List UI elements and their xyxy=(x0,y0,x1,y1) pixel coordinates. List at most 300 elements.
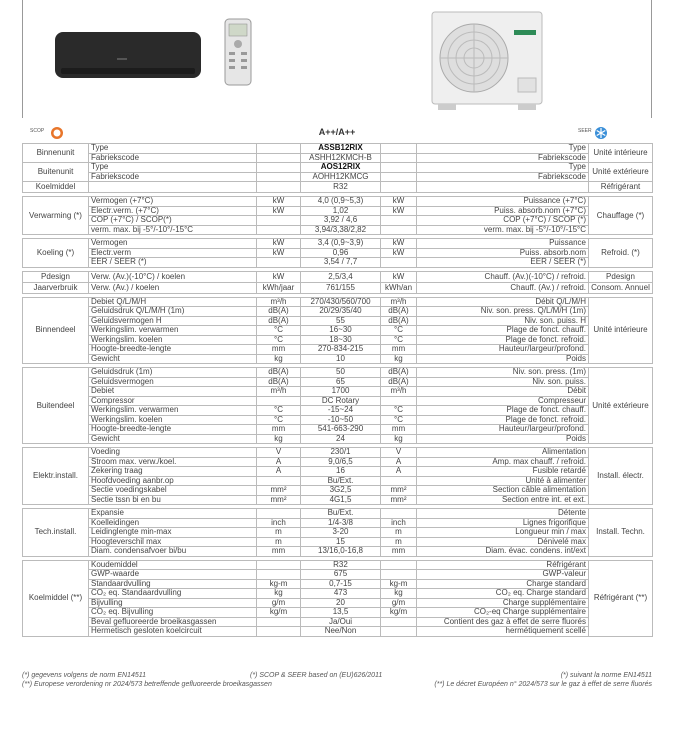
param-value: 3G2,5 xyxy=(301,486,381,496)
unit-fr: kW xyxy=(381,248,417,258)
param-value: Nee/Non xyxy=(301,627,381,637)
table-row xyxy=(23,406,653,416)
param-value: 3-20 xyxy=(301,528,381,538)
param-label-nl: Expansie xyxy=(89,509,257,519)
param-value: 270/430/560/700 xyxy=(301,297,381,307)
seer-tag: SEER xyxy=(578,128,592,134)
param-value: 3,54 / 7,7 xyxy=(301,258,381,268)
param-label-fr: Chauff. (Av.)(-10°C) / refroid. xyxy=(417,271,589,282)
group-label-fr: Unité extérieure xyxy=(589,163,653,182)
table-row xyxy=(23,589,653,599)
param-label-fr: Section câble alimentation xyxy=(417,486,589,496)
param-label-nl: Leidinglengte min-max xyxy=(89,528,257,538)
unit-fr: °C xyxy=(381,406,417,416)
param-label-nl: CO₂ eq. Bijvulling xyxy=(89,608,257,618)
unit-nl: m³/h xyxy=(257,387,301,397)
table-row xyxy=(23,326,653,336)
param-label-nl: Hoogte-breedte-lengte xyxy=(89,345,257,355)
table-row xyxy=(23,163,653,173)
table-row xyxy=(23,608,653,618)
param-label-nl: Voeding xyxy=(89,448,257,458)
unit-nl: mm xyxy=(257,345,301,355)
unit-nl: kW xyxy=(257,239,301,249)
param-label-nl: Compressor xyxy=(89,396,257,406)
remote-control-image xyxy=(223,18,253,86)
unit-nl xyxy=(257,570,301,580)
param-value: 13,5 xyxy=(301,608,381,618)
group-label-fr: Refroid. (*) xyxy=(589,239,653,268)
param-label-fr: Type xyxy=(417,144,589,154)
param-label-fr: Fabriekscode xyxy=(417,172,589,182)
unit-nl: dB(A) xyxy=(257,316,301,326)
unit-nl: A xyxy=(257,457,301,467)
param-label-nl: Hoofdvoeding aanbr.op xyxy=(89,476,257,486)
group-label-nl: Binnendeel xyxy=(23,297,89,364)
param-value: 541-663-290 xyxy=(301,425,381,435)
param-value: Ja/Oui xyxy=(301,617,381,627)
footnotes xyxy=(22,672,652,690)
param-label-nl: Vermogen (+7°C) xyxy=(89,197,257,207)
param-label-fr: Plage de fonct. refroid. xyxy=(417,335,589,345)
param-value: 13/16,0-16,8 xyxy=(301,547,381,557)
unit-nl: kW xyxy=(257,197,301,207)
unit-fr: mm² xyxy=(381,495,417,505)
param-label-nl: Koudemiddel xyxy=(89,560,257,570)
param-label-nl: Diam. condensafvoer bi/bu xyxy=(89,547,257,557)
unit-nl: kg-m xyxy=(257,579,301,589)
param-label-fr: COP (+7°C) / SCOP (*) xyxy=(417,216,589,226)
unit-fr: m³/h xyxy=(381,297,417,307)
param-label-nl: Werkingslim. koelen xyxy=(89,335,257,345)
unit-nl xyxy=(257,216,301,226)
table-row xyxy=(23,598,653,608)
unit-fr: A xyxy=(381,467,417,477)
group-label-fr: Unité extérieure xyxy=(589,368,653,444)
unit-fr xyxy=(381,570,417,580)
unit-fr xyxy=(381,216,417,226)
param-label-nl: Verw. (Av.) / koelen xyxy=(89,282,257,293)
unit-nl: g/m xyxy=(257,598,301,608)
unit-nl: V xyxy=(257,448,301,458)
unit-nl: °C xyxy=(257,326,301,336)
table-row xyxy=(23,467,653,477)
param-label-nl: Koelleidingen xyxy=(89,518,257,528)
table-row xyxy=(23,495,653,505)
param-label-nl: Standaardvulling xyxy=(89,579,257,589)
seer-snowflake-icon xyxy=(594,126,608,140)
unit-nl xyxy=(257,627,301,637)
table-row xyxy=(23,570,653,580)
unit-fr: m xyxy=(381,528,417,538)
unit-nl xyxy=(257,163,301,173)
table-row xyxy=(23,518,653,528)
table-row xyxy=(23,368,653,378)
param-label-nl: Fabriekscode xyxy=(89,153,257,163)
param-label-fr: Poids xyxy=(417,354,589,364)
group-label-nl: Jaarverbruik xyxy=(23,282,89,293)
param-label-nl: Geluidsvermogen H xyxy=(89,316,257,326)
param-label-nl: Hoogte-breedte-lengte xyxy=(89,425,257,435)
unit-nl xyxy=(257,144,301,154)
table-row xyxy=(23,476,653,486)
param-label-nl: Werkingslim. verwarmen xyxy=(89,406,257,416)
param-label-fr: Plage de fonct. chauff. xyxy=(417,406,589,416)
table-row xyxy=(23,335,653,345)
unit-nl: mm² xyxy=(257,486,301,496)
param-label-fr: Niv. son. press. (1m) xyxy=(417,368,589,378)
unit-nl: inch xyxy=(257,518,301,528)
param-label-nl: Electr.verm. (+7°C) xyxy=(89,206,257,216)
param-label-nl: Debiet Q/L/M/H xyxy=(89,297,257,307)
param-label-nl: CO₂ eq. Standaardvulling xyxy=(89,589,257,599)
unit-nl: mm xyxy=(257,425,301,435)
param-label-nl: Vermogen xyxy=(89,239,257,249)
table-row xyxy=(23,528,653,538)
param-value: ASSB12RIX xyxy=(301,144,381,154)
group-label-fr: Install. électr. xyxy=(589,448,653,505)
unit-fr xyxy=(381,560,417,570)
unit-fr xyxy=(381,627,417,637)
param-label-fr: Plage de fonct. refroid. xyxy=(417,415,589,425)
unit-fr: dB(A) xyxy=(381,368,417,378)
unit-nl: kg xyxy=(257,434,301,444)
param-label-fr: Puissance (+7°C) xyxy=(417,197,589,207)
param-label-fr: Unité à alimenter xyxy=(417,476,589,486)
param-value: 473 xyxy=(301,589,381,599)
group-label-nl: Verwarming (*) xyxy=(23,197,89,235)
param-label-fr: Fusible retardé xyxy=(417,467,589,477)
group-label-nl: Elektr.install. xyxy=(23,448,89,505)
unit-fr: °C xyxy=(381,415,417,425)
table-row xyxy=(23,354,653,364)
group-label-nl: Binnenunit xyxy=(23,144,89,163)
param-value: AOHH12KMCG xyxy=(301,172,381,182)
param-value: 761/155 xyxy=(301,282,381,293)
unit-nl: mm² xyxy=(257,495,301,505)
energy-class: A++/A++ xyxy=(318,127,356,137)
table-row xyxy=(23,415,653,425)
table-row xyxy=(23,377,653,387)
unit-fr: inch xyxy=(381,518,417,528)
group-label-fr: Réfrigérant xyxy=(589,182,653,193)
param-label-fr xyxy=(417,182,589,193)
group-label-nl: Buitendeel xyxy=(23,368,89,444)
param-label-fr: Dénivelé max xyxy=(417,537,589,547)
table-row xyxy=(23,197,653,207)
table-row xyxy=(23,225,653,235)
unit-fr: kW xyxy=(381,197,417,207)
param-label-fr: Compresseur xyxy=(417,396,589,406)
unit-fr: kg xyxy=(381,354,417,364)
param-label-nl: Hoogteverschil max xyxy=(89,537,257,547)
param-label-nl: Gewicht xyxy=(89,434,257,444)
param-value: 24 xyxy=(301,434,381,444)
param-value: 20 xyxy=(301,598,381,608)
table-row xyxy=(23,144,653,154)
param-value: 18~30 xyxy=(301,335,381,345)
param-label-fr: Puissance xyxy=(417,239,589,249)
param-label-nl: Zekering traag xyxy=(89,467,257,477)
unit-fr: mm xyxy=(381,425,417,435)
param-label-fr: EER / SEER (*) xyxy=(417,258,589,268)
param-label-fr: CO₂-eq Charge supplémentaire xyxy=(417,608,589,618)
table-row xyxy=(23,547,653,557)
param-label-fr: Charge standard xyxy=(417,579,589,589)
table-row xyxy=(23,617,653,627)
param-label-fr: Chauff. (Av.) / refroid. xyxy=(417,282,589,293)
unit-fr xyxy=(381,144,417,154)
table-row xyxy=(23,307,653,317)
unit-nl: mm xyxy=(257,547,301,557)
param-label-nl: Bijvulling xyxy=(89,598,257,608)
energy-label-bar xyxy=(22,126,652,140)
unit-fr xyxy=(381,182,417,193)
param-value: 3,94/3,38/2,82 xyxy=(301,225,381,235)
note-en14511-nl: (*) gegevens volgens de norm EN14511 xyxy=(22,672,147,679)
param-label-fr: Hauteur/largeur/profond. xyxy=(417,425,589,435)
unit-nl: °C xyxy=(257,415,301,425)
unit-nl xyxy=(257,182,301,193)
unit-nl: kW xyxy=(257,248,301,258)
param-label-fr: Contient des gaz à effet de serre fluorés xyxy=(417,617,589,627)
param-value: 1,02 xyxy=(301,206,381,216)
unit-fr xyxy=(381,396,417,406)
param-value: 230/1 xyxy=(301,448,381,458)
unit-fr: mm xyxy=(381,345,417,355)
param-value: 3,4 (0,9~3,9) xyxy=(301,239,381,249)
param-value: 55 xyxy=(301,316,381,326)
param-label-fr: Réfrigérant xyxy=(417,560,589,570)
table-row xyxy=(23,172,653,182)
param-label-fr: Détente xyxy=(417,509,589,519)
table-row xyxy=(23,627,653,637)
param-value: -15~24 xyxy=(301,406,381,416)
table-row xyxy=(23,434,653,444)
param-label-fr: Longueur min / max xyxy=(417,528,589,538)
param-label-fr: Débit xyxy=(417,387,589,397)
unit-fr: mm² xyxy=(381,486,417,496)
table-row xyxy=(23,486,653,496)
table-row xyxy=(23,239,653,249)
param-label-fr: Hauteur/largeur/profond. xyxy=(417,345,589,355)
unit-nl xyxy=(257,225,301,235)
indoor-unit-image xyxy=(53,28,203,83)
param-label-nl: Geluidsvermogen xyxy=(89,377,257,387)
param-label-fr: Puiss. absorb.nom (+7°C) xyxy=(417,206,589,216)
param-label-fr: Niv. son. puiss. xyxy=(417,377,589,387)
table-row xyxy=(23,560,653,570)
param-label-fr: Section entre int. et ext. xyxy=(417,495,589,505)
unit-nl xyxy=(257,617,301,627)
unit-fr xyxy=(381,163,417,173)
param-label-fr: Puiss. absorb.nom xyxy=(417,248,589,258)
unit-fr: dB(A) xyxy=(381,307,417,317)
unit-nl: m³/h xyxy=(257,297,301,307)
unit-nl: °C xyxy=(257,335,301,345)
unit-nl xyxy=(257,509,301,519)
group-label-fr: Unité intérieure xyxy=(589,144,653,163)
param-value: 16~30 xyxy=(301,326,381,336)
param-value: 2,5/3,4 xyxy=(301,271,381,282)
unit-fr: °C xyxy=(381,326,417,336)
group-label-nl: Koelmiddel (**) xyxy=(23,560,89,636)
param-value: 16 xyxy=(301,467,381,477)
param-label-fr: Débit Q/L/M/H xyxy=(417,297,589,307)
param-value: 9,0/6,5 xyxy=(301,457,381,467)
unit-fr: kW xyxy=(381,271,417,282)
param-label-nl: EER / SEER (*) xyxy=(89,258,257,268)
unit-fr: g/m xyxy=(381,598,417,608)
param-value: 0,7-15 xyxy=(301,579,381,589)
param-value: 3,92 / 4,6 xyxy=(301,216,381,226)
unit-fr: V xyxy=(381,448,417,458)
param-label-nl xyxy=(89,182,257,193)
group-label-nl: Tech.install. xyxy=(23,509,89,557)
param-value: 0,96 xyxy=(301,248,381,258)
unit-fr xyxy=(381,153,417,163)
param-label-fr: verm. max. bij -5°/-10°/-15°C xyxy=(417,225,589,235)
table-row xyxy=(23,345,653,355)
table-row xyxy=(23,271,653,282)
spec-table xyxy=(22,143,653,637)
group-label-fr: Install. Techn. xyxy=(589,509,653,557)
unit-nl xyxy=(257,476,301,486)
unit-nl: kg xyxy=(257,589,301,599)
table-row xyxy=(23,282,653,293)
unit-nl xyxy=(257,172,301,182)
unit-fr xyxy=(381,617,417,627)
param-value: 20/29/35/40 xyxy=(301,307,381,317)
table-row xyxy=(23,248,653,258)
group-label-nl: Buitenunit xyxy=(23,163,89,182)
param-label-fr: Fabriekscode xyxy=(417,153,589,163)
param-label-fr: Type xyxy=(417,163,589,173)
unit-fr: kg-m xyxy=(381,579,417,589)
unit-fr: kW xyxy=(381,206,417,216)
table-row xyxy=(23,206,653,216)
param-label-fr: Plage de fonct. chauff. xyxy=(417,326,589,336)
param-value: 4,0 (0,9~5,3) xyxy=(301,197,381,207)
group-label-fr: Pdesign xyxy=(589,271,653,282)
param-label-nl: GWP-waarde xyxy=(89,570,257,580)
unit-fr xyxy=(381,172,417,182)
unit-nl: kWh/jaar xyxy=(257,282,301,293)
unit-fr xyxy=(381,476,417,486)
param-label-nl: Geluidsdruk (1m) xyxy=(89,368,257,378)
group-label-fr: Consom. Annuel xyxy=(589,282,653,293)
note-en14511-fr: (*) suivant la norme EN14511 xyxy=(560,672,652,679)
unit-fr: kW xyxy=(381,239,417,249)
unit-fr: dB(A) xyxy=(381,316,417,326)
scop-tag: SCOP xyxy=(30,128,45,134)
unit-fr: kg xyxy=(381,589,417,599)
unit-nl xyxy=(257,396,301,406)
table-row xyxy=(23,182,653,193)
unit-nl: kg xyxy=(257,354,301,364)
param-value: 1700 xyxy=(301,387,381,397)
param-value: 270-834-215 xyxy=(301,345,381,355)
param-value: AOS12RIX xyxy=(301,163,381,173)
param-label-nl: Hermetisch gesloten koelcircuit xyxy=(89,627,257,637)
param-label-fr: Lignes frigorifique xyxy=(417,518,589,528)
unit-nl: kW xyxy=(257,271,301,282)
unit-fr: mm xyxy=(381,547,417,557)
unit-nl: kW xyxy=(257,206,301,216)
unit-nl: kg/m xyxy=(257,608,301,618)
param-label-nl: Verw. (Av.)(-10°C) / koelen xyxy=(89,271,257,282)
table-row xyxy=(23,153,653,163)
group-label-nl: Koeling (*) xyxy=(23,239,89,268)
param-value: 50 xyxy=(301,368,381,378)
param-label-nl: COP (+7°C) / SCOP(*) xyxy=(89,216,257,226)
unit-fr: kg/m xyxy=(381,608,417,618)
param-label-fr: CO₂ eq. Charge standard xyxy=(417,589,589,599)
param-label-nl: Werkingslim. koelen xyxy=(89,415,257,425)
unit-nl xyxy=(257,153,301,163)
param-value: Bu/Ext. xyxy=(301,509,381,519)
table-row xyxy=(23,509,653,519)
note-regulation-nl: (**) Europese verordening nr 2024/573 betreffende gefluoreerde broeikasgassen xyxy=(22,681,272,688)
note-scop-seer: (*) SCOP & SEER based on (EU)626/2011 xyxy=(250,672,383,679)
table-row xyxy=(23,425,653,435)
param-value: 65 xyxy=(301,377,381,387)
param-label-fr: GWP-valeur xyxy=(417,570,589,580)
table-row xyxy=(23,216,653,226)
outdoor-unit-image xyxy=(428,8,546,114)
param-label-nl: Type xyxy=(89,163,257,173)
param-label-fr: Poids xyxy=(417,434,589,444)
unit-fr: dB(A) xyxy=(381,377,417,387)
param-value: Bu/Ext. xyxy=(301,476,381,486)
param-value: 10 xyxy=(301,354,381,364)
unit-nl xyxy=(257,560,301,570)
table-row xyxy=(23,579,653,589)
param-value: ASHH12KMCH-B xyxy=(301,153,381,163)
unit-fr: m³/h xyxy=(381,387,417,397)
param-label-fr: Amp. max chauff. / refroid. xyxy=(417,457,589,467)
table-row xyxy=(23,297,653,307)
table-row xyxy=(23,258,653,268)
param-label-nl: Type xyxy=(89,144,257,154)
param-label-nl: verm. max. bij -5°/-10°/-15°C xyxy=(89,225,257,235)
unit-nl: °C xyxy=(257,406,301,416)
param-value: R32 xyxy=(301,560,381,570)
unit-fr xyxy=(381,258,417,268)
param-value: DC Rotary xyxy=(301,396,381,406)
param-label-nl: Electr.verm xyxy=(89,248,257,258)
param-label-nl: Beval gefluoreerde broeikasgassen xyxy=(89,617,257,627)
param-label-nl: Debiet xyxy=(89,387,257,397)
unit-fr xyxy=(381,225,417,235)
unit-nl: dB(A) xyxy=(257,377,301,387)
unit-nl xyxy=(257,258,301,268)
param-label-nl: Werkingslim. verwarmen xyxy=(89,326,257,336)
param-label-nl: Gewicht xyxy=(89,354,257,364)
param-label-fr: Diam. évac. condens. int/ext xyxy=(417,547,589,557)
param-value: 4G1,5 xyxy=(301,495,381,505)
unit-nl: dB(A) xyxy=(257,368,301,378)
param-value: 1/4-3/8 xyxy=(301,518,381,528)
param-value: 15 xyxy=(301,537,381,547)
table-row xyxy=(23,387,653,397)
unit-nl: m xyxy=(257,537,301,547)
table-row xyxy=(23,448,653,458)
param-label-nl: Fabriekscode xyxy=(89,172,257,182)
group-label-nl: Pdesign xyxy=(23,271,89,282)
unit-fr: A xyxy=(381,457,417,467)
group-label-fr: Unité intérieure xyxy=(589,297,653,364)
param-label-nl: Geluidsdruk Q/L/M/H (1m) xyxy=(89,307,257,317)
